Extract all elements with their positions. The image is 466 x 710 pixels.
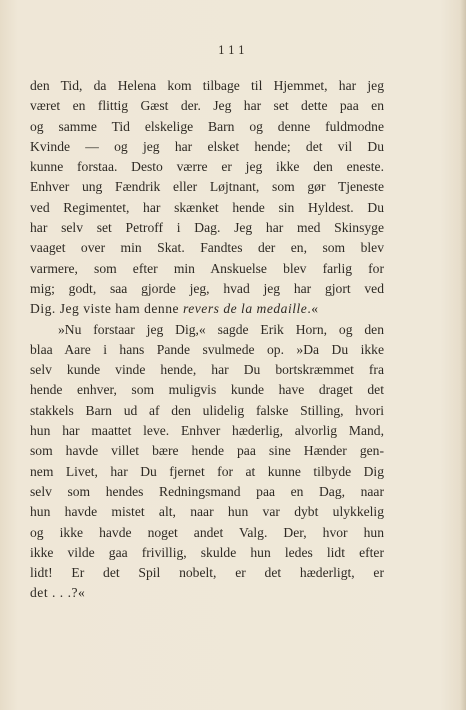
text-line: og samme Tid elskelige Barn og denne fuldmodne — [30, 118, 384, 134]
text-line: stakkels Barn ud af den ulidelig falske Stilling, hvori — [30, 402, 384, 418]
text-line: ved Regimentet, har skænket hende sin Hyldest. Du — [30, 199, 384, 215]
text-line-final: det . . .?« — [30, 585, 86, 601]
text-segment: Dig. Jeg viste ham denne — [30, 301, 183, 317]
text-line: nem Livet, har Du fjernet for at kunne tilbyde Dig — [30, 463, 384, 479]
text-line: blaa Aare i hans Pande svulmede op. »Da Du ikke — [30, 341, 384, 357]
text-line: vaaget over min Skat. Fandtes der en, som blev — [30, 240, 384, 256]
body-text — [30, 76, 384, 604]
text-line: ikke vilde gaa frivillig, skulde hun ledes lidt efter — [30, 544, 384, 560]
text-line: Enhver ung Fændrik eller Løjtnant, som gør Tjeneste — [30, 179, 384, 195]
text-line-indented: »Nu forstaar jeg Dig,« sagde Erik Horn, og den — [58, 321, 384, 337]
page-edge-shadow — [460, 0, 466, 710]
italic-phrase: revers de la medaille — [182, 301, 308, 317]
text-line: som havde villet bære hende paa sine Hænder gen- — [30, 443, 384, 459]
text-line: været en flittig Gæst der. Jeg har set dette paa en — [30, 98, 384, 114]
text-line: og ikke havde noget andet Valg. Der, hvor hun — [30, 524, 384, 540]
text-line: hun har maattet leve. Enhver hæderlig, alvorlig Mand, — [30, 423, 384, 439]
text-line: mig; godt, saa gjorde jeg, hvad jeg har gjort ved — [30, 280, 384, 296]
text-line-with-italic — [30, 299, 384, 319]
text-line: hun havde mistet alt, naar hun var dybt ulykkelig — [30, 504, 384, 520]
text-line: selv kunde vinde hende, har Du bortskræmmet fra — [30, 362, 384, 378]
text-line: Kvinde — og jeg har elsket hende; det vil Du — [30, 138, 384, 154]
text-line: den Tid, da Helena kom tilbage til Hjemmet, har jeg — [30, 78, 384, 93]
text-line: lidt! Er det Spil nobelt, er det hæderligt, er — [30, 565, 384, 581]
text-line: kunne forstaa. Desto værre er jeg ikke den eneste. — [30, 159, 384, 175]
text-line: hende enhver, som muligvis kunde have draget det — [30, 382, 384, 398]
text-segment: .« — [307, 301, 319, 317]
text-line: varmere, som efter min Anskuelse blev farlig for — [30, 260, 384, 276]
text-line: selv som hendes Redningsmand paa en Dag, naar — [30, 483, 384, 499]
page-number: 111 — [218, 44, 248, 57]
text-line: har selv set Petroff i Dag. Jeg har med Skinsyge — [30, 220, 384, 236]
